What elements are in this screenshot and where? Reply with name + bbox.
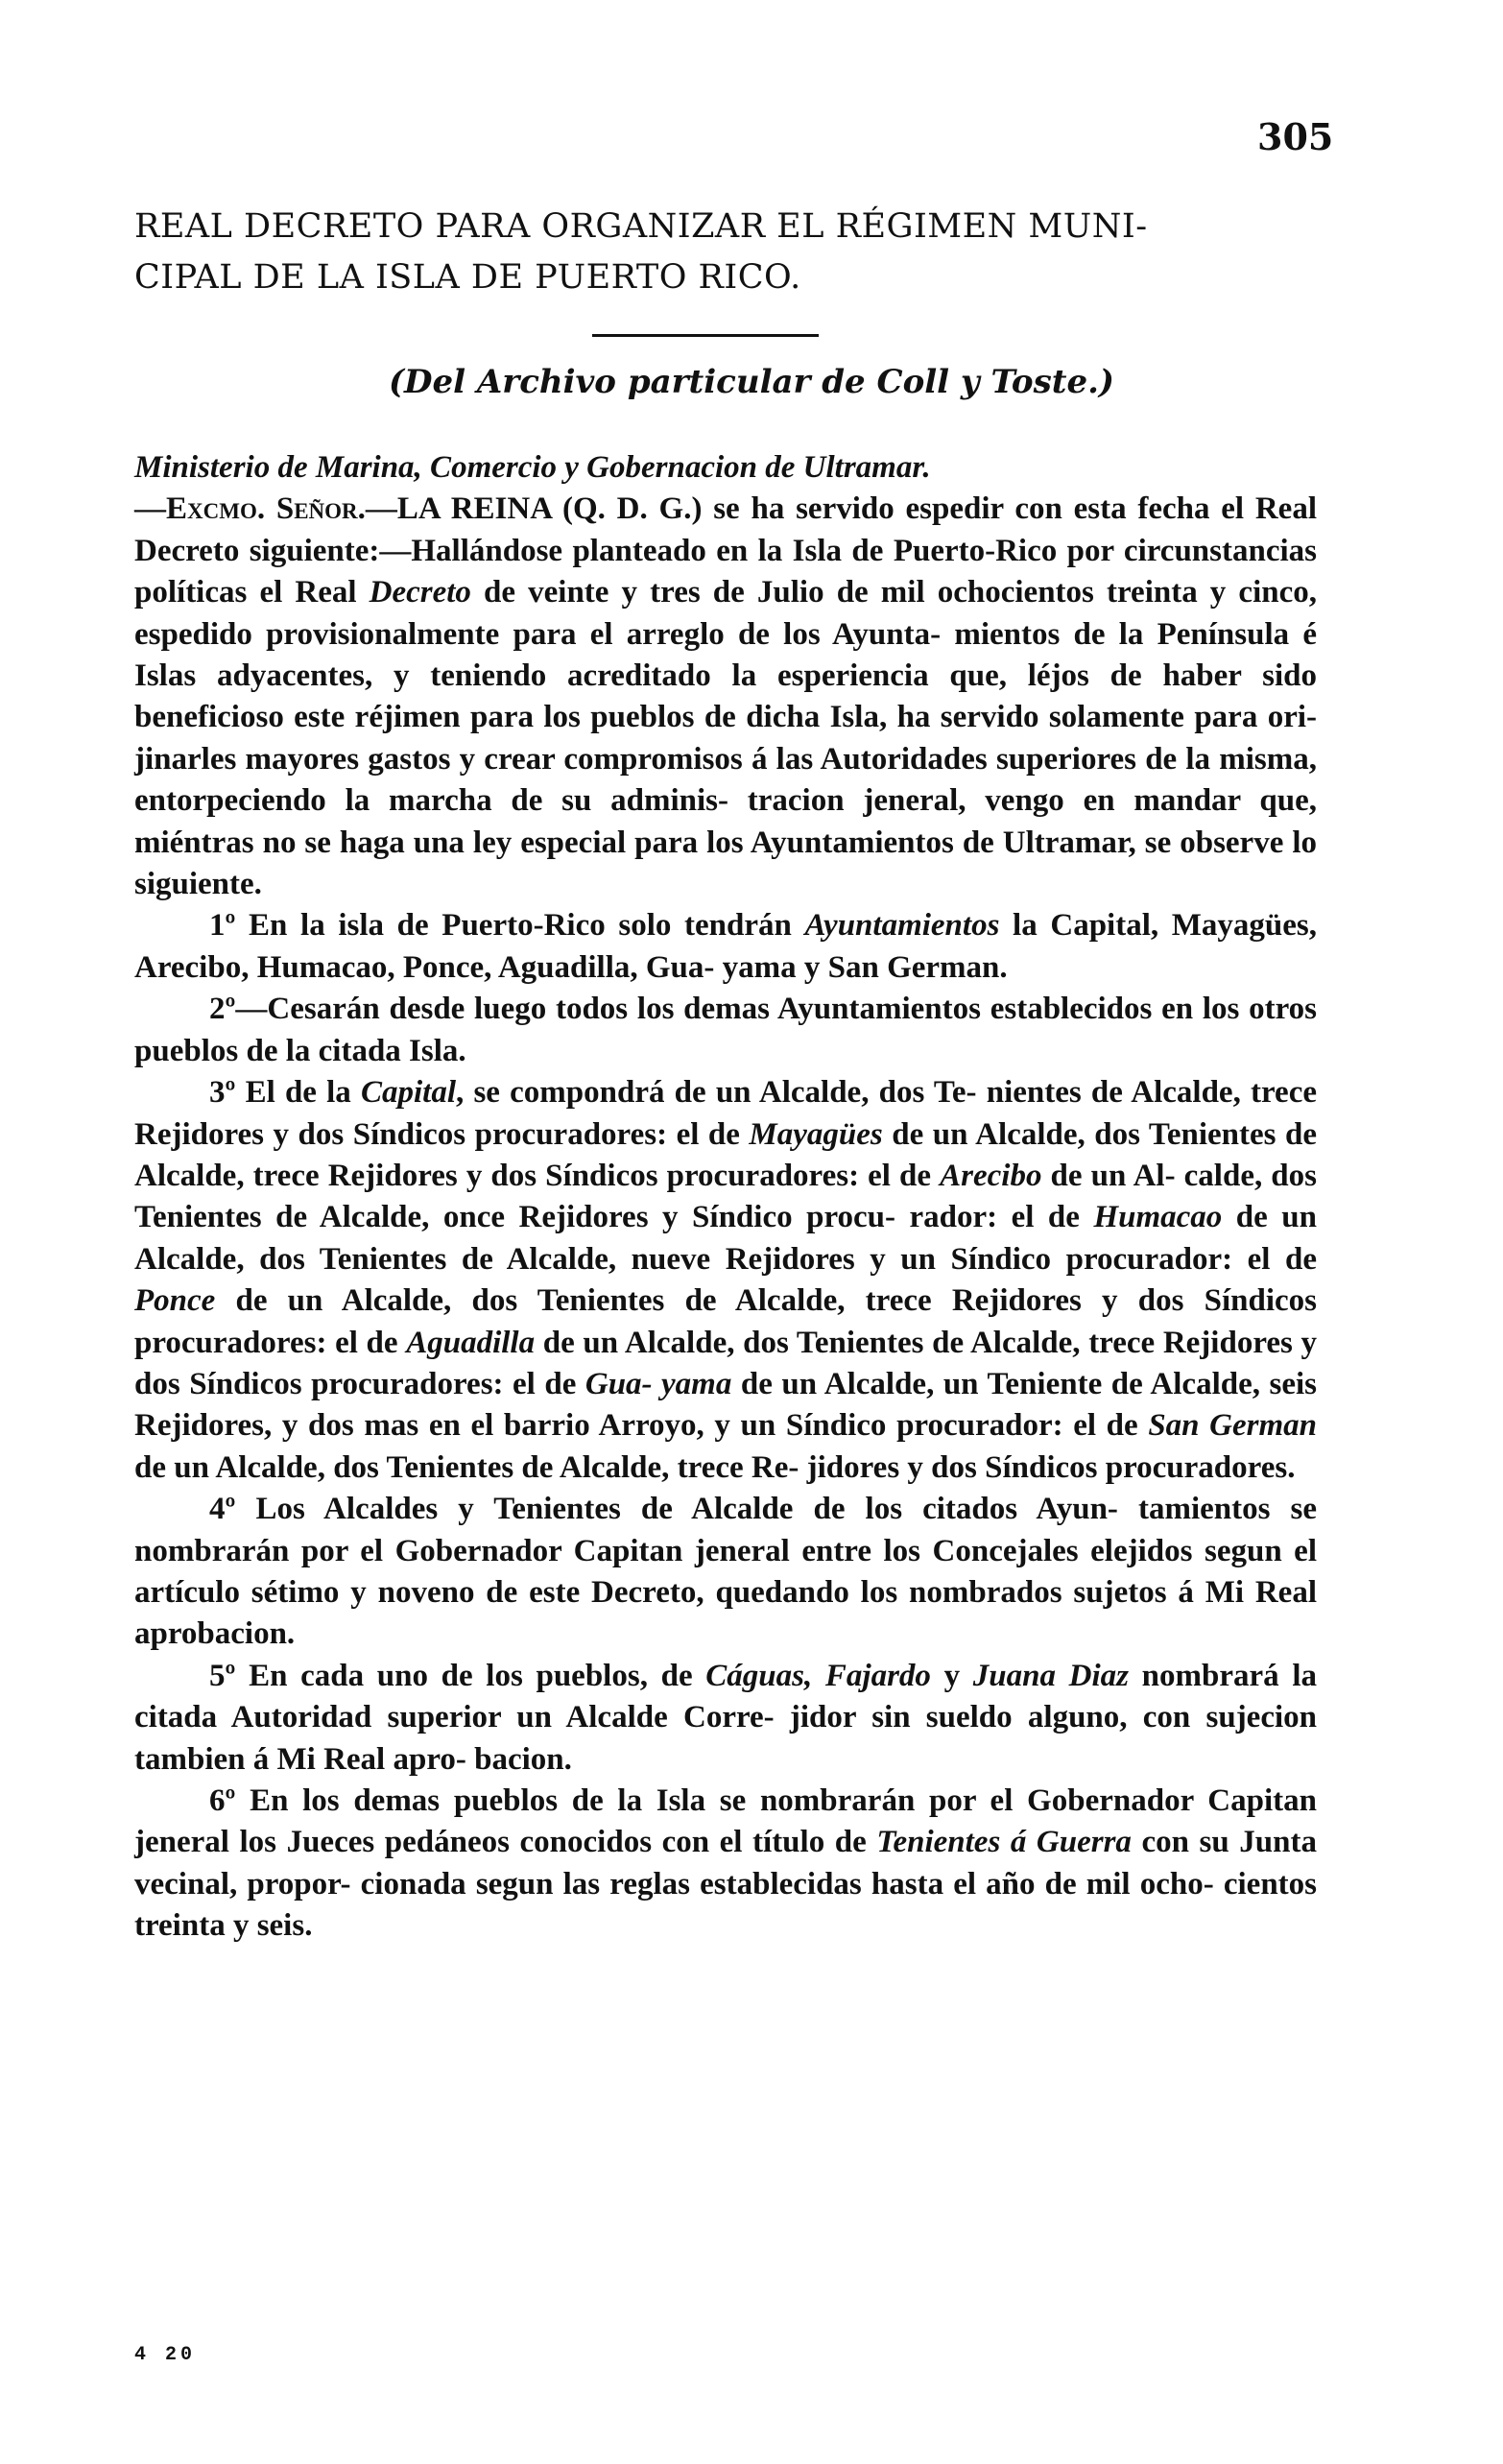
article-5-t1: En cada uno de los pueblos, de — [235, 1658, 706, 1693]
article-3-number: 3º — [209, 1075, 236, 1111]
article-5-t3: nombrará la citada Autoridad superior un Alcalde Corre- jidor sin sueldo alguno, con sujecion tambien á Mi Real apro- bacion. — [134, 1658, 1317, 1777]
article-2-number: 2º — [209, 992, 236, 1027]
article-3-t1: El de la — [235, 1075, 361, 1111]
ministry-line: Ministerio de Marina, Comercio y Gobernacion de Ultramar. — [134, 450, 931, 485]
article-6-t2: con su Junta vecinal, propor- cionada segun las reglas establecidas hasta el año de mil ocho- cientos treinta y seis. — [134, 1825, 1317, 1944]
article-6-tenientes: Tenientes á Guerra — [876, 1825, 1132, 1860]
article-1-number: 1º — [209, 908, 236, 944]
article-6-number: 6º — [209, 1783, 236, 1818]
footer-signature-mark: 4 20 — [134, 2344, 197, 2366]
article-6 — [134, 1781, 1317, 1948]
article-3-aguadilla: Aguadilla — [406, 1325, 536, 1360]
article-4-text: Los Alcaldes y Tenientes de Alcalde de los citados Ayun- tamientos se nombrarán por el Gobernador Capitan jeneral entre los Concejales elejidos segun el artículo sétimo y noveno de este Decreto, quedando los nombrados sujetos á Mi Real aprobacion. — [134, 1492, 1317, 1652]
article-5-caguas-fajardo: Cáguas, Fajardo — [705, 1658, 931, 1693]
article-5-number: 5º — [209, 1658, 236, 1693]
article-3-t9: de un Alcalde, dos Tenientes de Alcalde, trece Re- jidores y dos Síndicos procuradores. — [134, 1449, 1296, 1485]
article-3-t6: de un Alcalde, dos Tenientes de Alcalde, trece Rejidores y dos Síndicos procuradores: el de — [134, 1283, 1317, 1360]
article-3-t3: de un Alcalde, dos Tenientes de Alcalde, trece Rejidores y dos Síndicos procuradores: el de — [134, 1116, 1317, 1193]
article-3-t8: de un Alcalde, un Teniente de Alcalde, seis Rejidores, y dos mas en el barrio Arroyo, y un Síndico procurador: el de — [134, 1366, 1317, 1444]
article-1-text-b: la Capital, Mayagües, Arecibo, Humacao, Ponce, Aguadilla, Gua- yama y San German. — [134, 908, 1317, 985]
article-4 — [134, 1489, 1317, 1656]
dash: — — [134, 491, 166, 527]
article-5-t2: y — [930, 1658, 973, 1693]
article-5 — [134, 1656, 1317, 1781]
article-1-text-a: En la isla de Puerto-Rico solo tendrán — [235, 908, 805, 944]
article-3-mayagues: Mayagües — [749, 1116, 883, 1152]
page-number: 305 — [1257, 115, 1334, 158]
article-1-italic: Ayuntamientos — [804, 908, 1000, 944]
document-title-line: CIPAL DE LA ISLA DE PUERTO RICO. — [134, 258, 801, 297]
article-3-t2: , se compondrá de un Alcalde, dos Te- nientes de Alcalde, trece Rejidores y dos Síndicos procuradores: el de — [134, 1075, 1317, 1152]
article-2 — [134, 989, 1317, 1072]
document-title — [134, 202, 1315, 303]
queen-reference: —LA REINA (Q. D. G.) — [365, 491, 703, 527]
article-3-t7: de un Alcalde, dos Tenientes de Alcalde, trece Rejidores y dos Síndicos procuradores: el de — [134, 1325, 1318, 1401]
article-3-capital: Capital — [360, 1075, 457, 1111]
source-note: (Del Archivo particular de Coll y Toste.) — [388, 363, 1115, 401]
article-3 — [134, 1072, 1317, 1489]
article-3-t5: de un Alcalde, dos Tenientes de Alcalde, nueve Rejidores y un Síndico procurador: el de — [134, 1200, 1317, 1277]
article-3-t4: de un Al- calde, dos Tenientes de Alcalde, once Rejidores y Síndico procu- rador: el de — [134, 1158, 1318, 1235]
article-2-text: —Cesarán desde luego todos los demas Ayuntamientos establecidos en los otros pueblos de la citada Isla. — [134, 992, 1317, 1068]
article-3-arecibo: Arecibo — [940, 1158, 1042, 1193]
article-3-guayama: Gua- yama — [584, 1366, 732, 1401]
article-5-juana-diaz: Juana Diaz — [972, 1658, 1129, 1693]
intro-paragraph — [134, 447, 1317, 905]
document-title-line: REAL DECRETO PARA ORGANIZAR EL RÉGIMEN MUNI- — [134, 207, 1148, 246]
article-4-number: 4º — [209, 1492, 236, 1527]
article-3-san-german: San German — [1148, 1408, 1317, 1444]
article-3-ponce: Ponce — [134, 1283, 216, 1319]
article-3-humacao: Humacao — [1093, 1200, 1223, 1235]
intro-text-1: se ha servido espedir con esta fecha el Real Decreto siguiente:—Hallándose planteado en la Isla de Puerto-Rico por circunstancias políticas el Real — [134, 491, 1317, 610]
article-1 — [134, 905, 1317, 989]
intro-decreto: Decreto — [369, 575, 471, 610]
intro-text-2: de veinte y tres de Julio de mil ochocientos treinta y cinco, espedido provisionalmente para el arreglo de los Ayunta- mientos de la Península é Islas adyacentes, y teniendo acreditado la esperiencia que, léjos de haber sido beneficioso este réjimen para los pueblos de dicha Isla, ha servido solamente para ori- jinarles mayores gastos y crear compromisos á las Autoridades superiores de la misma, entorpeciendo la marcha de su adminis- tracion jeneral, vengo en mandar que, miéntras no se haga una ley especial para los Ayuntamientos de Ultramar, se observe lo siguiente. — [134, 575, 1317, 902]
excmo-salutation: Excmo. Señor. — [166, 491, 366, 527]
document-body — [134, 447, 1317, 1948]
article-6-t1: En los demas pueblos de la Isla se nombrarán por el Gobernador Capitan jeneral los Jueces pedáneos conocidos con el título de — [134, 1783, 1317, 1860]
title-rule — [592, 334, 819, 337]
